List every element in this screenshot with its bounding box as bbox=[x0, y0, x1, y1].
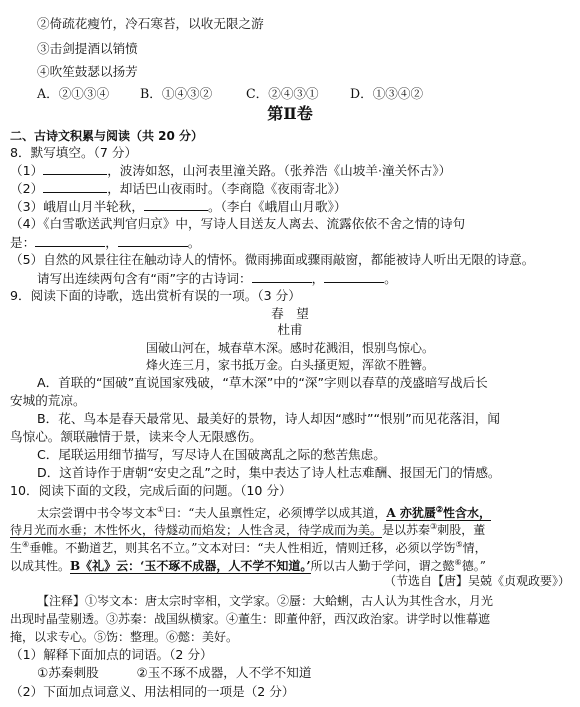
q9-option-b-line-1: B．花、鸟本是春天最常见、最美好的景物，诗人却因“感时”“恨别”而见花落泪，闻 bbox=[37, 411, 500, 426]
q8-5-prompt: 请写出连续两句含有“雨”字的古诗词： bbox=[37, 271, 252, 286]
underlined-sentence-a-cont: 待月光而水垂；木性怀火，待燧动而焰发；人性含灵，待学成而为美。 bbox=[10, 523, 383, 537]
q9-option-a-line-2: 安城的荒凉。 bbox=[10, 393, 86, 408]
q8-line-4b bbox=[10, 234, 200, 251]
q8-4-comma: ， bbox=[105, 235, 118, 250]
q8-line-3 bbox=[10, 198, 346, 215]
q9-heading: 9．阅读下面的诗歌，选出赏析有误的一项。（3 分） bbox=[10, 288, 301, 303]
option-3: ③击剑提酒以销愤 bbox=[37, 41, 138, 56]
q10-sub-1-items: ①苏秦刺股 ②玉不琢不成器，人不学不知道 bbox=[37, 665, 312, 680]
notes-line-2: 出现时晶莹剔透。③苏秦：战国纵横家。④董生：即董仲舒，西汉政治家。讲学时以惟幕遮 bbox=[10, 612, 491, 626]
passage-text: 刺股，董 bbox=[437, 523, 486, 537]
footnote-mark: ④ bbox=[22, 540, 30, 549]
answer-blank[interactable] bbox=[118, 234, 188, 247]
q8-line-1 bbox=[10, 162, 451, 179]
choice-c: C．②④③① bbox=[246, 86, 319, 101]
q8-heading: 8．默写填空。（7 分） bbox=[10, 145, 138, 160]
passage-line-1 bbox=[37, 501, 491, 521]
passage-text: 德。” bbox=[461, 559, 486, 573]
sentence-a-text: 性含水， bbox=[443, 506, 492, 520]
choice-a: A．②①③④ bbox=[37, 86, 110, 101]
passage-text: 以成其性。 bbox=[10, 559, 71, 573]
q8-line-4a: （4）《白雪歌送武判官归京》中，写诗人目送友人离去、流露依依不舍之情的诗句 bbox=[10, 216, 466, 231]
passage-text: 情， bbox=[462, 541, 487, 555]
q8-4-period: 。 bbox=[187, 235, 201, 250]
passage-text: 曰：“夫人虽禀性定，必须博学以成其道， bbox=[164, 506, 387, 520]
poem-title: 春 望 bbox=[271, 306, 309, 321]
section-heading: 二、古诗文积累与阅读（共 20 分） bbox=[10, 129, 204, 143]
answer-blank[interactable] bbox=[35, 234, 105, 247]
answer-blank[interactable] bbox=[43, 162, 107, 175]
footnote-mark: ① bbox=[157, 505, 165, 514]
q9-option-b-line-2: 鸟惊心。颔联融情于景，读来令人无限感伤。 bbox=[10, 429, 262, 444]
passage-text: 生 bbox=[10, 541, 23, 555]
answer-blank[interactable] bbox=[324, 270, 384, 283]
q8-5-comma: ， bbox=[311, 271, 325, 286]
poem-line-2: 烽火连三月，家书抵万金。白头搔更短，浑欲不胜簪。 bbox=[145, 358, 434, 372]
option-4: ④吹笙鼓瑟以扬芳 bbox=[37, 64, 138, 79]
q8-1-text: ，波涛如怒，山河表里潼关路。（张养浩《山坡羊·潼关怀古》） bbox=[107, 163, 452, 178]
passage-source: （节选自【唐】吴兢《贞观政要》） bbox=[383, 574, 570, 588]
q10-sub-2: （2）下面加点词意义、用法相同的一项是（2 分） bbox=[10, 684, 295, 699]
q8-3-text: （3）峨眉山月半轮秋， bbox=[10, 199, 144, 214]
passage-line-3 bbox=[10, 537, 487, 556]
notes-line-1: 【注释】①岑文本：唐太宗时宰相，文学家。②蜃：大蛤蜊，古人认为其性含水，月光 bbox=[37, 594, 494, 608]
answer-blank[interactable] bbox=[144, 198, 208, 211]
q8-2-text: ，却话巴山夜雨时。（李商隐《夜雨寄北》） bbox=[107, 181, 347, 196]
notes-line-3: 掩，以求专心。⑤饬：整理。⑥懿：美好。 bbox=[10, 630, 239, 644]
q8-3-source: 。（李白《峨眉山月歌》） bbox=[207, 199, 347, 214]
q10-sub-1: （1）解释下面加点的词语。（2 分） bbox=[10, 647, 213, 662]
passage-line-4 bbox=[10, 555, 486, 574]
q8-line-5b bbox=[37, 270, 397, 287]
q9-option-d: D．这首诗作于唐朝“安史之乱”之时，集中表达了诗人杜志难酬、报国无门的情感。 bbox=[37, 465, 501, 480]
underlined-sentence-b: B《礼》云：‘玉不琢不成器，人不学不知道。’ bbox=[70, 559, 311, 573]
passage-text: 垂帷。不勤道艺，则其名不立。”文本对曰：“夫人性相近，情则迁移，必须以学饬 bbox=[29, 541, 456, 555]
q8-line-2 bbox=[10, 180, 346, 197]
poem-author: 杜甫 bbox=[277, 322, 303, 337]
choice-b: B．①④③② bbox=[140, 86, 213, 101]
poem-line-1: 国破山河在，城春草木深。感时花溅泪，恨别鸟惊心。 bbox=[145, 341, 434, 355]
q8-line-5a: （5）自然的风景往往在触动诗人的情怀。微雨拂面或骤雨敲窗，都能被诗人听出无限的诗意。 bbox=[10, 252, 535, 267]
passage-text: 太宗尝谓中书令岑文本 bbox=[37, 506, 158, 520]
q8-5-period: 。 bbox=[384, 271, 397, 286]
footnote-mark: ⑤ bbox=[455, 540, 463, 549]
passage-text: 是以苏秦 bbox=[382, 523, 431, 537]
q8-1-number: （1） bbox=[10, 163, 44, 178]
option-2: ②倚疏花瘦竹，冷石寒苔，以收无限之游 bbox=[37, 16, 264, 31]
answer-blank[interactable] bbox=[43, 180, 107, 193]
sentence-a-text: A 亦犹蜃 bbox=[386, 506, 436, 520]
q10-heading: 10．阅读下面的文段，完成后面的问题。（10 分） bbox=[10, 483, 292, 498]
footnote-mark: ② bbox=[435, 504, 443, 514]
footnote-mark: ⑥ bbox=[454, 558, 462, 567]
passage-line-2 bbox=[10, 519, 485, 538]
q8-4-label: 是： bbox=[10, 235, 36, 250]
footnote-mark: ③ bbox=[430, 522, 438, 531]
q9-option-a-line-1: A．首联的“国破”直说国家残破，“草木深”中的“深”字则以春草的茂盛暗写战后长 bbox=[37, 375, 488, 390]
answer-blank[interactable] bbox=[252, 270, 312, 283]
choice-d: D．①③④② bbox=[350, 86, 424, 101]
part-title: 第Ⅱ卷 bbox=[267, 104, 313, 123]
q9-option-c: C．尾联运用细节描写，写尽诗人在国破离乱之际的愁苦焦虑。 bbox=[37, 447, 386, 462]
passage-text: 所以古人勤于学问，谓之懿 bbox=[310, 559, 455, 573]
q8-2-number: （2） bbox=[10, 181, 44, 196]
